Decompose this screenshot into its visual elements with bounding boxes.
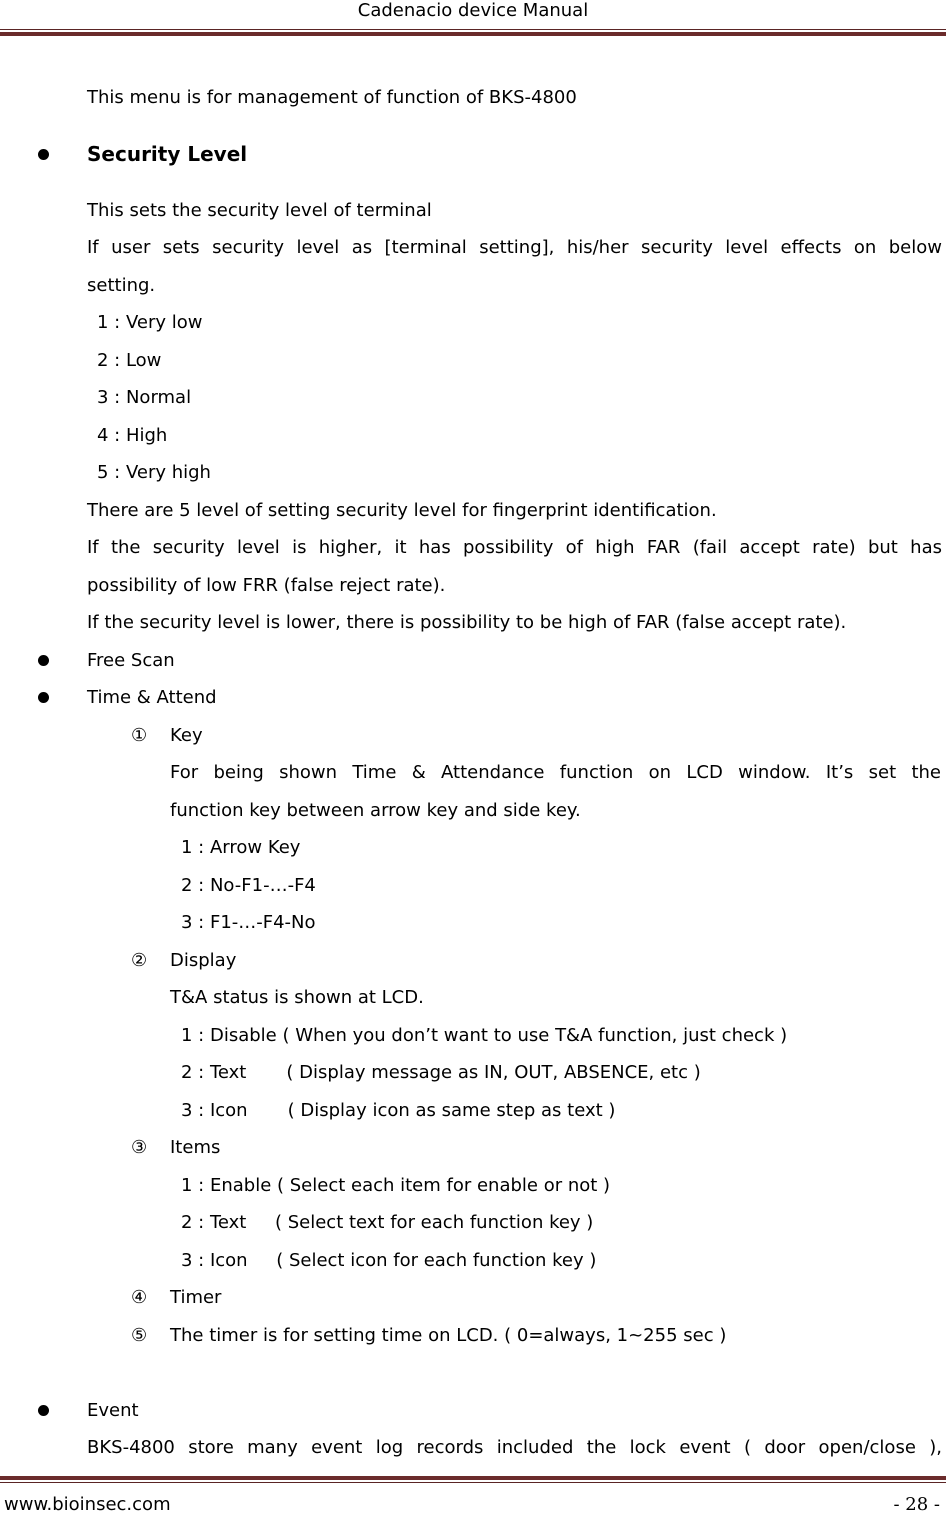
items-title: Items [170,1137,221,1158]
security-level-lower: If the security level is lower, there is possibility to be high of FAR (false accept rate). [87,612,847,633]
header-rule-thin [0,29,946,30]
timer-title: Timer [170,1287,222,1308]
footer-rule-thin [0,1482,946,1483]
circled-number-2: ② [131,950,148,971]
intro-text: This menu is for management of function of BKS-4800 [87,87,577,108]
key-desc: For being shown Time & Attendance function on LCD window. It’s set the [170,762,941,783]
header-rule-thick [0,32,946,36]
key-option: 3 : F1-…-F4-No [181,912,316,933]
level-option: 2 : Low [97,350,162,371]
circled-number-3: ③ [131,1137,148,1158]
event-desc: BKS-4800 store many event log records included the lock event ( door open/close ), [87,1437,942,1458]
key-option: 2 : No-F1-…-F4 [181,875,316,896]
level-option: 3 : Normal [97,387,192,408]
free-scan-heading: Free Scan [87,650,175,671]
circled-number-4: ④ [131,1287,148,1308]
document-title: Cadenacio device Manual [357,0,589,21]
level-option: 4 : High [97,425,168,446]
level-option: 5 : Very high [97,462,211,483]
security-level-note: There are 5 level of setting security level for fingerprint identification. [87,500,717,521]
security-level-paragraph-end: setting. [87,275,156,296]
display-option: 1 : Disable ( When you don’t want to use T&A function, just check ) [181,1025,788,1046]
display-title: Display [170,950,237,971]
page-number: - 28 - [893,1494,940,1515]
level-option: 1 : Very low [97,312,203,333]
items-option: 1 : Enable ( Select each item for enable or not ) [181,1175,611,1196]
key-title: Key [170,725,203,746]
footer-website: www.bioinsec.com [4,1494,171,1515]
circled-number-1: ① [131,725,148,746]
key-option: 1 : Arrow Key [181,837,301,858]
security-level-higher: If the security level is higher, it has possibility of high FAR (fail accept rate) but has [87,537,942,558]
display-option: 2 : Text ( Display message as IN, OUT, ABSENCE, etc ) [181,1062,701,1083]
bullet-icon [38,149,49,160]
bullet-icon [38,692,49,703]
event-heading: Event [87,1400,139,1421]
items-option: 2 : Text ( Select text for each function key ) [181,1212,594,1233]
security-level-heading: Security Level [87,142,248,166]
items-option: 3 : Icon ( Select icon for each function key ) [181,1250,597,1271]
time-attend-heading: Time & Attend [87,687,217,708]
security-level-desc: This sets the security level of terminal [87,200,432,221]
footer-rule-thick [0,1476,946,1480]
display-option: 3 : Icon ( Display icon as same step as text ) [181,1100,616,1121]
key-desc-end: function key between arrow key and side key. [170,800,581,821]
circled-number-5: ⑤ [131,1325,148,1346]
security-level-paragraph: If user sets security level as [terminal setting], his/her security level effects on below [87,237,942,258]
bullet-icon [38,1405,49,1416]
security-level-higher-end: possibility of low FRR (false reject rate). [87,575,446,596]
display-desc: T&A status is shown at LCD. [170,987,424,1008]
timer-desc: The timer is for setting time on LCD. ( 0=always, 1~255 sec ) [170,1325,727,1346]
bullet-icon [38,655,49,666]
